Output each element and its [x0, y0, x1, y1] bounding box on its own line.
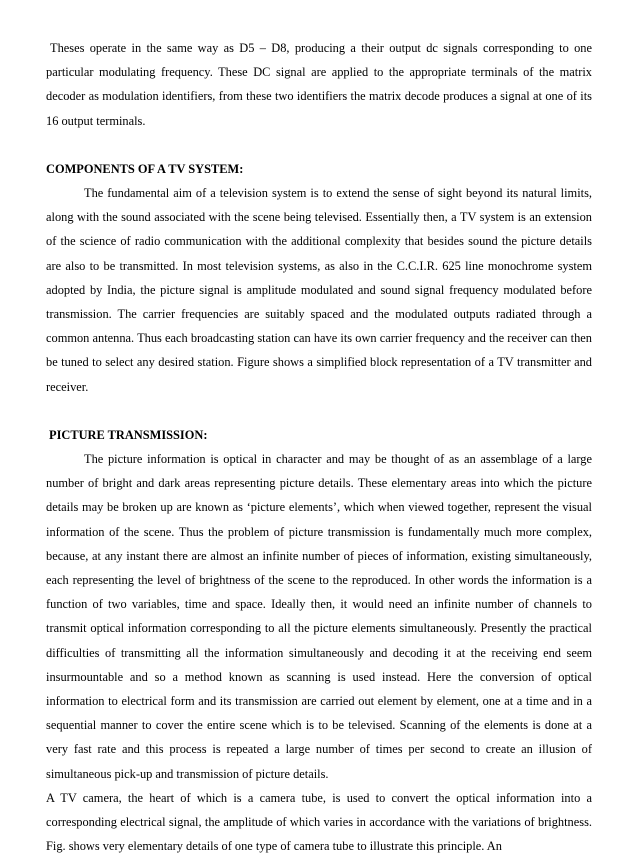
components-paragraph: The fundamental aim of a television system is to extend the sense of sight beyond its natural limits, along with the sound associated with the scene being televised. Essentially then, a TV system is an extension of the science of radio communication with the additional complexity that besides sound the picture details are also to be transmitted. In most television systems, as also in the C.C.I.R. 625 line monochrome system adopted by India, the picture signal is amplitude modulated and sound signal frequency modulated before transmission. The carrier frequencies are suitably spaced and the modulated outputs radiated through a common antenna. Thus each broadcasting station can have its own carrier frequency and the receiver can then be tuned to select any desired station. Figure shows a simplified block representation of a TV transmitter and receiver. [46, 186, 592, 394]
document-page [46, 36, 592, 859]
section-heading-components: COMPONENTS OF A TV SYSTEM: [46, 161, 244, 176]
camera-tube-paragraph: A TV camera, the heart of which is a camera tube, is used to convert the optical information into a corresponding electrical signal, the amplitude of which varies in accordance with the variations of brightness. Fig. shows very elementary details of one type of camera tube to illustrate this principle. An [46, 790, 592, 854]
section-heading-picture-transmission: PICTURE TRANSMISSION: [49, 427, 208, 442]
picture-transmission-paragraph: The picture information is optical in character and may be thought of as an assemblage of a large number of bright and dark areas representing picture details. These elementary areas into which the picture details may be broken up are known as ‘picture elements’, which when viewed together, represent the visual information of the scene. Thus the problem of picture transmission is fundamentally much more complex, because, at any instant there are almost an infinite number of pieces of information, existing simultaneously, each representing the level of brightness of the scene to the reproduced. In other words the information is a function of two variables, time and space. Ideally then, it would need an infinite number of channels to transmit optical information corresponding to all the picture elements simultaneously. Presently the practical difficulties of transmitting all the information simultaneously and decoding it at the receiving end seem insurmountable and so a method known as scanning is used instead. Here the conversion of optical information to electrical form and its transmission are carried out element by element, one at a time and in a sequential manner to cover the entire scene which is to be televised. Scanning of the elements is done at a very fast rate and this process is repeated a large number of times per second to create an illusion of simultaneous pick-up and transmission of picture details. [46, 452, 592, 781]
intro-paragraph: Theses operate in the same way as D5 – D8, producing a their output dc signals corresponding to one particular modulating frequency. These DC signal are applied to the appropriate terminals of the matrix decoder as modulation identifiers, from these two identifiers the matrix decode produces a signal at one of its 16 output terminals. [46, 41, 592, 128]
